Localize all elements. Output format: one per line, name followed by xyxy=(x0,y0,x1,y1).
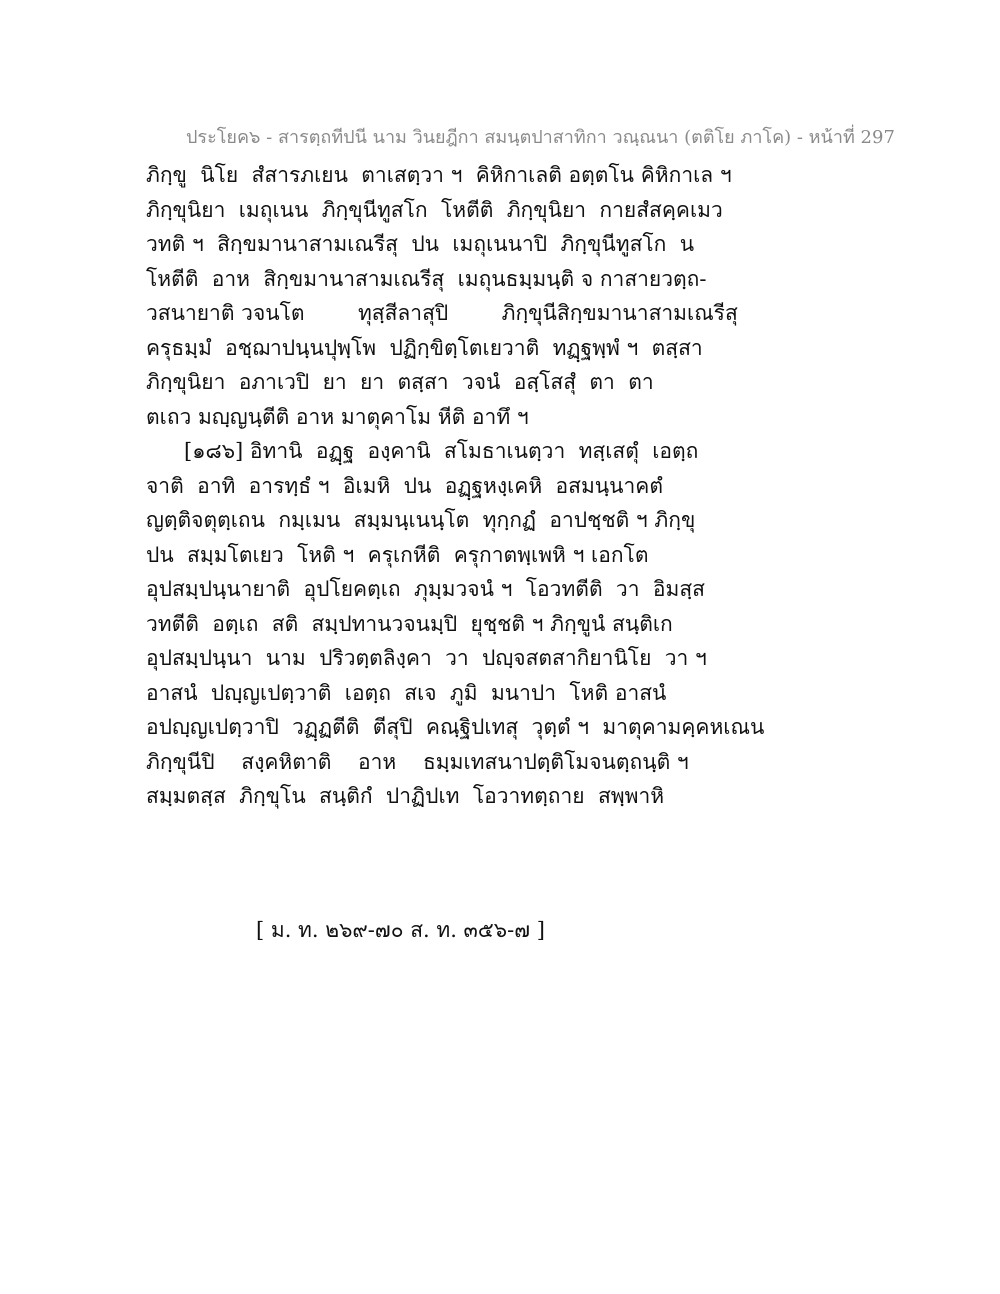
text-line: อุปสมฺปนฺนา นาม ปริวตฺตลิงฺคา วา ปญฺจสตสากิยานิโย วา ฯ xyxy=(146,646,707,670)
text-line: วทตีติ อตฺเถ สติ สมฺปทานวจนมฺปิ ยุชฺชติ ฯ ภิกฺขูนํ สนฺติเก xyxy=(146,611,673,636)
text-line: อปญฺญเปตฺวาปิ วฏฺฏตีติ ตีสุปิ คณฺฐิปเทสุ วุตฺตํ ฯ มาตุคามคฺคหเณน xyxy=(146,715,765,739)
text-line: ภิกฺขู นิโย สํสารภเยน ตาเสตฺวา ฯ คิหิกาเลติ อตฺตโน คิหิกาเล ฯ xyxy=(146,163,732,187)
footer-reference: [ ม. ท. ๒๖๙-๗๐ ส. ท. ๓๕๖-๗ ] xyxy=(256,918,545,942)
text-line: โหตีติ อาห สิกฺขมานาสามเณรีสุ เมถุนธมฺมนฺติ จ กาสายวตฺถ- xyxy=(146,266,707,291)
text-line: ปน สมฺมโตเยว โหติ ฯ ครุเกหีติ ครุกาตพฺเพหิ ฯ เอกโต xyxy=(146,542,649,567)
text-line: อุปสมฺปนฺนายาติ อุปโยคตฺเถ ภุมฺมวจนํ ฯ โอวทตีติ วา อิมสฺส xyxy=(146,577,705,601)
text-line: วสนายาติ วจนโต ทุสฺสีลาสุปิ ภิกฺขุนีสิกฺขมานาสามเณรีสุ xyxy=(146,301,738,325)
text-line: ภิกฺขุนิยา เมถุเนน ภิกฺขุนีทูสโก โหตีติ ภิกฺขุนิยา กายสํสคฺคเมว xyxy=(146,197,723,222)
text-line: ภิกฺขุนิยา อภาเวปิ ยา ยา ตสฺสา วจนํ อสฺโสสุํ ตา ตา xyxy=(146,370,654,394)
text-line: ตเถว มญฺญนฺตีติ อาห มาตุคาโม หีติ อาทึ ฯ xyxy=(146,404,529,429)
text-line: ครุธมฺมํ อชฺฌาปนฺนปุพฺโพ ปฏิกฺขิตฺโตเยวาติ ทฏฺฐพฺพํ ฯ ตสฺสา xyxy=(146,335,703,360)
text-line: จาติ อาทิ อารทฺธํ ฯ อิเมหิ ปน อฏฺฐหงฺเคหิ อสมนฺนาคตํ xyxy=(146,473,663,498)
page-header: ประโยค๖ - สารตฺถทีปนี นาม วินยฎีกา สมนฺตปาสาทิกา วณฺณนา (ตติโย ภาโค) - หน้าที่ 297 xyxy=(186,127,895,148)
text-line: สมฺมตสฺส ภิกฺขุโน สนฺติกํ ปาฏิปเท โอวาทตฺถาย สพฺพาหิ xyxy=(146,784,665,808)
paragraph-start-line: [๑๘๖] อิทานิ อฏฺฐ องฺคานิ สโมธาเนตฺวา ทสฺเสตุํ เอตฺถ xyxy=(184,439,699,463)
text-line: วทติ ฯ สิกฺขมานาสามเณรีสุ ปน เมถุเนนาปิ ภิกฺขุนีทูสโก น xyxy=(146,232,695,256)
body-text xyxy=(146,158,866,814)
text-line: ญตฺติจตุตฺเถน กมฺเมน สมฺมนฺเนนฺโต ทุกฺกฏํ อาปชฺชติ ฯ ภิกฺขุ xyxy=(146,508,696,532)
text-line: อาสนํ ปญฺญเปตฺวาติ เอตฺถ สเจ ภูมิ มนาปา โหติ อาสนํ xyxy=(146,680,667,705)
text-line: ภิกฺขุนีปิ สงฺคหิตาติ อาห ธมฺมเทสนาปตฺติโมจนตฺถนฺติ ฯ xyxy=(146,749,689,774)
